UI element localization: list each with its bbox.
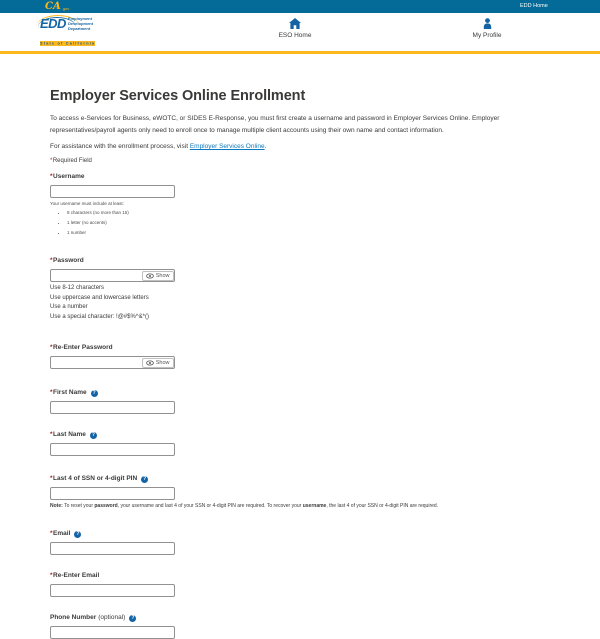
- username-rules-list: [67, 210, 555, 235]
- password-rule: Use a number: [50, 304, 88, 310]
- page-title: Employer Services Online Enrollment: [50, 88, 306, 104]
- ssn-pin-field: [50, 475, 555, 510]
- reenter-email-label: * Re-Enter Email: [50, 572, 100, 579]
- edd-logo-text: Employment Development Department: [67, 16, 94, 31]
- help-icon[interactable]: ?: [76, 530, 80, 537]
- eye-icon: [146, 360, 154, 366]
- ssn-pin-input[interactable]: [50, 487, 175, 500]
- username-hint-title: Your username must include at least:: [50, 201, 124, 206]
- edd-acronym: EDD: [40, 16, 66, 32]
- help-icon[interactable]: ?: [131, 614, 135, 621]
- ssn-pin-note: Note: To reset your password, your username and last 4 of your SSN or 4-digit PIN are required. To recover your username, the last 4 of your SSN or 4-digit PIN are required.: [50, 503, 439, 509]
- email-field: [50, 530, 555, 555]
- help-icon[interactable]: ?: [143, 475, 147, 482]
- nav-eso-home[interactable]: [263, 18, 327, 39]
- ca-gov-logo-gov: .gov: [61, 6, 70, 11]
- intro-text: To access e-Services for Business, eWOTC, or SIDES E-Response, you must first create a username and password in Employer Services Online. Employer representatives/payroll agents only need to enroll once to manage multiple client accounts using their own name and contact information.: [50, 115, 500, 134]
- edd-tagline: State of California: [40, 41, 96, 46]
- employer-services-online-link[interactable]: Employer Services Online: [189, 143, 265, 150]
- edd-logo[interactable]: [40, 17, 122, 49]
- home-icon: [289, 18, 301, 29]
- ca-gov-logo[interactable]: [45, 0, 69, 13]
- username-rule: • 8 characters (no more than 15): [67, 210, 555, 215]
- help-icon[interactable]: ?: [91, 431, 95, 438]
- edd-home-link[interactable]: EDD Home: [520, 3, 548, 9]
- password-rule: Use a special character: !@#$%^&*(): [50, 313, 149, 320]
- username-rule: • 1 letter (no accents): [67, 220, 555, 225]
- ca-gov-logo-ca: CA: [45, 1, 61, 12]
- password-show-button[interactable]: Show: [142, 271, 174, 281]
- first-name-label: * First Name ?: [50, 389, 96, 396]
- reenter-password-show-button[interactable]: Show: [142, 358, 174, 368]
- site-header: [0, 13, 600, 51]
- password-rules: [50, 284, 555, 322]
- reenter-password-field: [50, 344, 555, 369]
- nav-eso-home-label: ESO Home: [278, 32, 312, 39]
- email-input[interactable]: [50, 542, 175, 555]
- help-icon[interactable]: ?: [92, 389, 96, 396]
- password-field: [50, 257, 555, 322]
- phone-input[interactable]: [50, 626, 175, 639]
- email-label: * Email ?: [50, 530, 80, 537]
- first-name-input[interactable]: [50, 401, 175, 414]
- phone-field: [50, 614, 555, 639]
- nav-my-profile-label: My Profile: [472, 32, 502, 39]
- username-field: [50, 173, 555, 235]
- reenter-email-field: [50, 572, 555, 597]
- password-rule: Use uppercase and lowercase letters: [50, 294, 149, 301]
- reenter-email-input[interactable]: [50, 584, 175, 597]
- eye-icon: [146, 273, 154, 279]
- username-input[interactable]: [50, 185, 175, 198]
- first-name-field: [50, 389, 555, 414]
- phone-label: Phone Number (optional) ?: [50, 614, 135, 621]
- utility-bar: [0, 0, 600, 13]
- password-rule: Use 8-12 characters: [50, 285, 105, 291]
- assist-text: For assistance with the enrollment process, visit Employer Services Online.: [50, 143, 267, 150]
- username-rule: • 1 number: [67, 230, 555, 235]
- last-name-label: * Last Name ?: [50, 431, 95, 438]
- password-label: * Password: [50, 257, 84, 264]
- last-name-field: [50, 431, 555, 456]
- last-name-input[interactable]: [50, 443, 175, 456]
- ssn-pin-label: * Last 4 of SSN or 4-digit PIN ?: [50, 475, 147, 482]
- reenter-password-label: * Re-Enter Password: [50, 344, 113, 351]
- username-label: * Username: [50, 173, 85, 180]
- required-field-note: *Required Field: [50, 158, 92, 164]
- main-content: [0, 54, 600, 639]
- nav-my-profile[interactable]: [455, 18, 519, 39]
- person-icon: [482, 18, 493, 29]
